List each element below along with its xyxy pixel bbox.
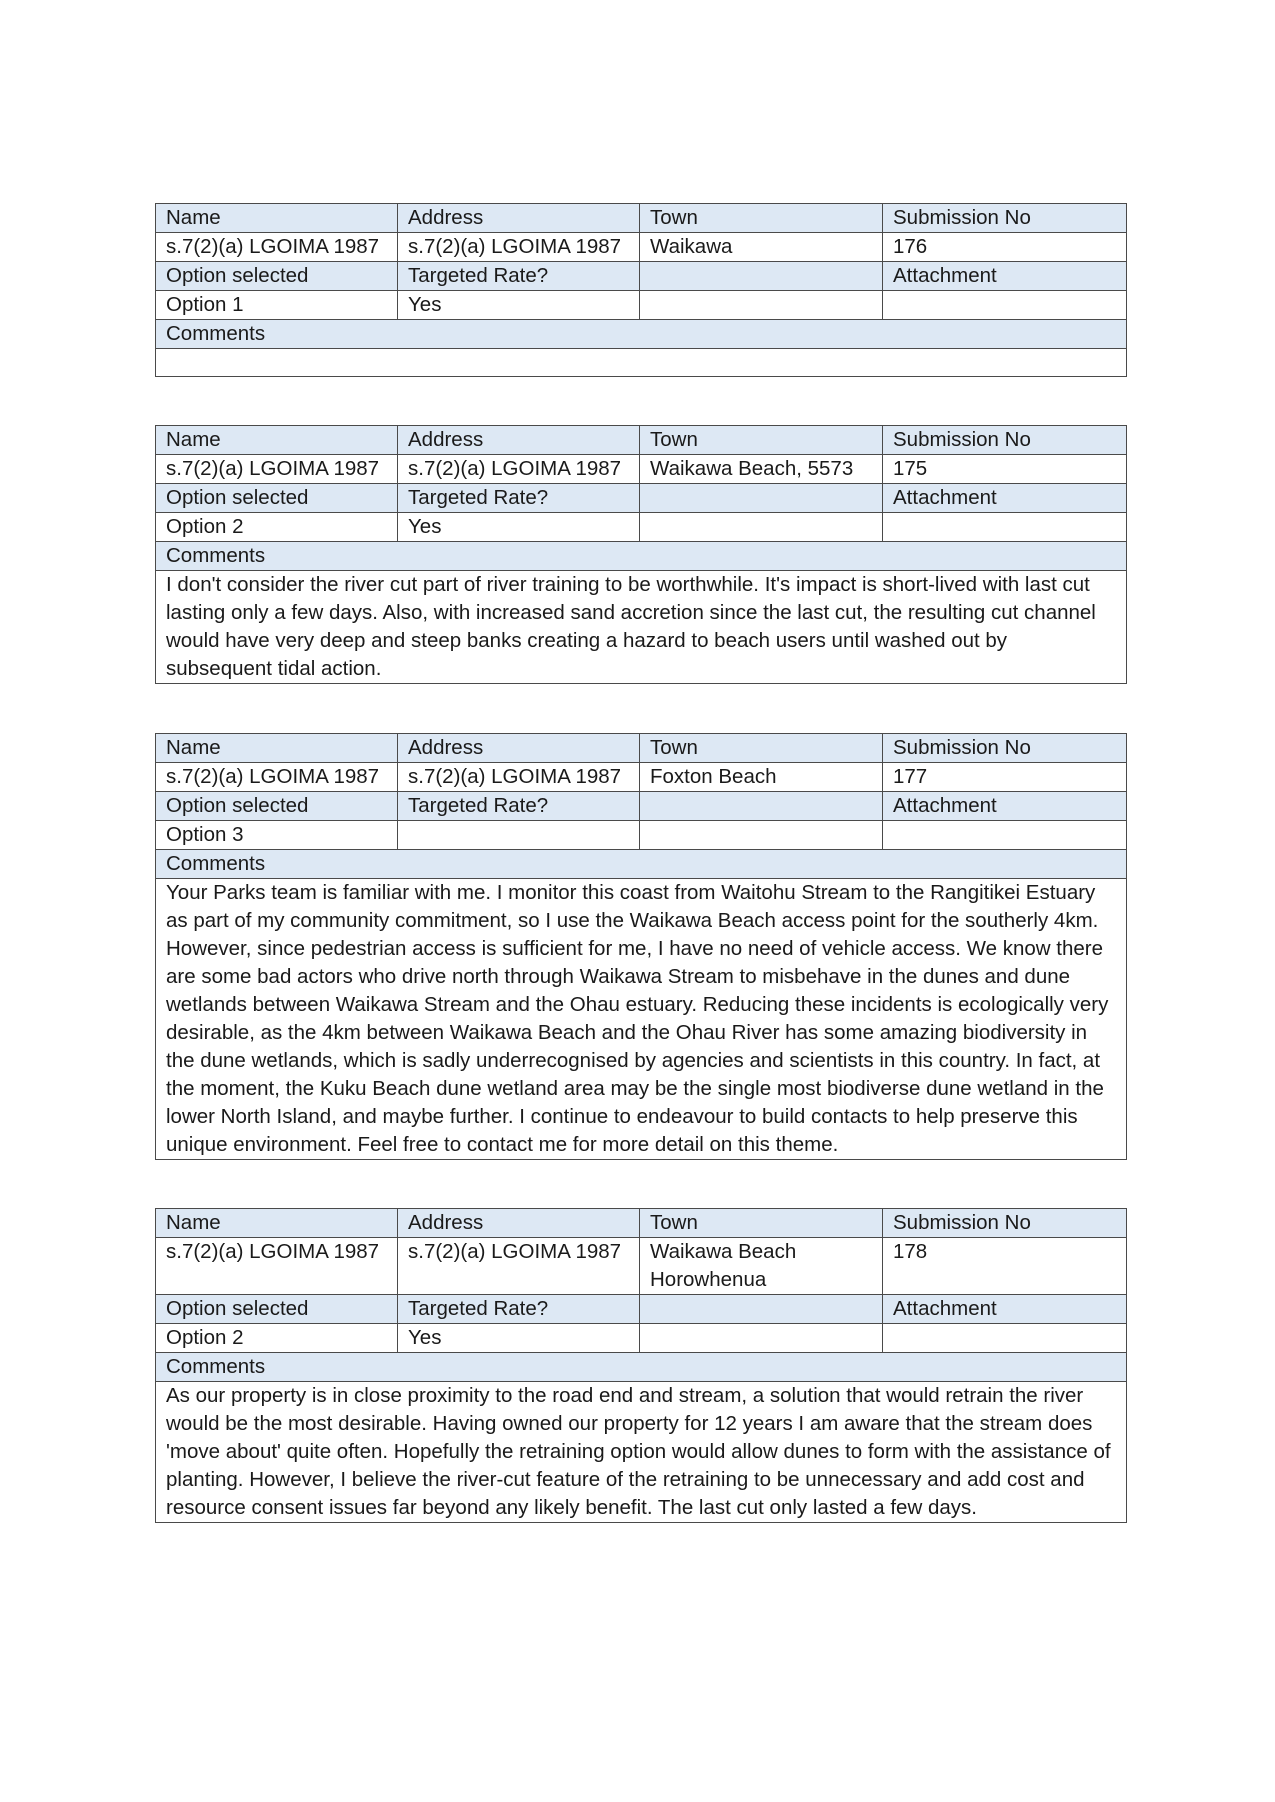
name-value: s.7(2)(a) LGOIMA 1987 [156,455,398,484]
empty-cell [640,291,883,320]
submission-no-value: 177 [883,763,1127,792]
name-label: Name [156,1209,398,1238]
comments-text: I don't consider the river cut part of river training to be worthwhile. It's impact is short-lived with last cut lasting only a few days. Also, with increased sand accretion since the last cut, the resulting cut channel would have very deep and steep banks creating a hazard to beach users until washed out by subsequent tidal action. [156,571,1127,684]
targeted-rate-label: Targeted Rate? [398,1295,640,1324]
town-value: Waikawa [640,233,883,262]
option-value: Option 1 [156,291,398,320]
name-value: s.7(2)(a) LGOIMA 1987 [156,233,398,262]
town-value: Foxton Beach [640,763,883,792]
address-label: Address [398,426,640,455]
header-row [156,426,1127,455]
targeted-rate-label: Targeted Rate? [398,484,640,513]
option-header-row [156,1295,1127,1324]
submission-no-label: Submission No [883,734,1127,763]
details-row [156,233,1127,262]
name-label: Name [156,734,398,763]
comments-row [156,571,1127,684]
name-value: s.7(2)(a) LGOIMA 1987 [156,763,398,792]
details-row [156,1238,1127,1295]
submission-table [155,733,1127,1160]
empty-cell [640,513,883,542]
comments-row [156,879,1127,1160]
targeted-rate-label: Targeted Rate? [398,262,640,291]
town-value: Waikawa Beach, 5573 [640,455,883,484]
attachment-label: Attachment [883,484,1127,513]
option-selected-label: Option selected [156,1295,398,1324]
submission-no-label: Submission No [883,1209,1127,1238]
submission-table [155,203,1127,377]
address-value: s.7(2)(a) LGOIMA 1987 [398,455,640,484]
targeted-rate-label: Targeted Rate? [398,792,640,821]
option-selected-label: Option selected [156,792,398,821]
option-row [156,291,1127,320]
attachment-value [883,513,1127,542]
targeted-rate-value: Yes [398,513,640,542]
attachment-label: Attachment [883,792,1127,821]
details-row [156,455,1127,484]
header-row [156,734,1127,763]
name-value: s.7(2)(a) LGOIMA 1987 [156,1238,398,1295]
option-selected-label: Option selected [156,484,398,513]
empty-cell [640,821,883,850]
attachment-value [883,1324,1127,1353]
empty-cell [640,262,883,291]
targeted-rate-value: Yes [398,1324,640,1353]
submission-no-label: Submission No [883,204,1127,233]
address-value: s.7(2)(a) LGOIMA 1987 [398,1238,640,1295]
comments-label: Comments [156,542,1127,571]
address-label: Address [398,734,640,763]
town-label: Town [640,426,883,455]
comments-header-row [156,1353,1127,1382]
header-row [156,1209,1127,1238]
comments-header-row [156,542,1127,571]
submission-no-value: 175 [883,455,1127,484]
empty-cell [640,792,883,821]
comments-row [156,1382,1127,1523]
submission-no-label: Submission No [883,426,1127,455]
comments-header-row [156,850,1127,879]
submission-no-value: 178 [883,1238,1127,1295]
comments-label: Comments [156,320,1127,349]
option-value: Option 2 [156,513,398,542]
attachment-label: Attachment [883,262,1127,291]
comments-row [156,349,1127,377]
attachment-label: Attachment [883,1295,1127,1324]
submission-table [155,1208,1127,1523]
option-value: Option 2 [156,1324,398,1353]
targeted-rate-value [398,821,640,850]
town-value: Waikawa Beach Horowhenua [640,1238,883,1295]
address-label: Address [398,1209,640,1238]
address-value: s.7(2)(a) LGOIMA 1987 [398,233,640,262]
attachment-value [883,291,1127,320]
comments-text: Your Parks team is familiar with me. I monitor this coast from Waitohu Stream to the Rangitikei Estuary as part of my community commitment, so I use the Waikawa Beach access point for the southerly 4km. However, since pedestrian access is sufficient for me, I have no need of vehicle access. We know there are some bad actors who drive north through Waikawa Stream to misbehave in the dunes and dune wetlands between Waikawa Stream and the Ohau estuary. Reducing these incidents is ecologically very desirable, as the 4km between Waikawa Beach and the Ohau River has some amazing biodiversity in the dune wetlands, which is sadly underrecognised by agencies and scientists in this country. In fact, at the moment, the Kuku Beach dune wetland area may be the single most biodiverse dune wetland in the lower North Island, and maybe further. I continue to endeavour to build contacts to help preserve this unique environment. Feel free to contact me for more detail on this theme. [156,879,1127,1160]
empty-cell [640,1324,883,1353]
option-header-row [156,484,1127,513]
name-label: Name [156,204,398,233]
comments-text [156,349,1127,377]
town-label: Town [640,734,883,763]
comments-label: Comments [156,1353,1127,1382]
comments-text: As our property is in close proximity to the road end and stream, a solution that would retrain the river would be the most desirable. Having owned our property for 12 years I am aware that the stream does 'move about' quite often. Hopefully the retraining option would allow dunes to form with the assistance of planting. However, I believe the river-cut feature of the retraining to be unnecessary and add cost and resource consent issues far beyond any likely benefit. The last cut only lasted a few days. [156,1382,1127,1523]
address-value: s.7(2)(a) LGOIMA 1987 [398,763,640,792]
option-value: Option 3 [156,821,398,850]
option-header-row [156,792,1127,821]
submission-no-value: 176 [883,233,1127,262]
option-row [156,513,1127,542]
empty-cell [640,484,883,513]
option-row [156,1324,1127,1353]
town-label: Town [640,204,883,233]
header-row [156,204,1127,233]
option-row [156,821,1127,850]
comments-header-row [156,320,1127,349]
targeted-rate-value: Yes [398,291,640,320]
empty-cell [640,1295,883,1324]
comments-label: Comments [156,850,1127,879]
address-label: Address [398,204,640,233]
name-label: Name [156,426,398,455]
option-selected-label: Option selected [156,262,398,291]
option-header-row [156,262,1127,291]
town-label: Town [640,1209,883,1238]
details-row [156,763,1127,792]
attachment-value [883,821,1127,850]
submission-table [155,425,1127,684]
document-page [155,203,1126,1523]
